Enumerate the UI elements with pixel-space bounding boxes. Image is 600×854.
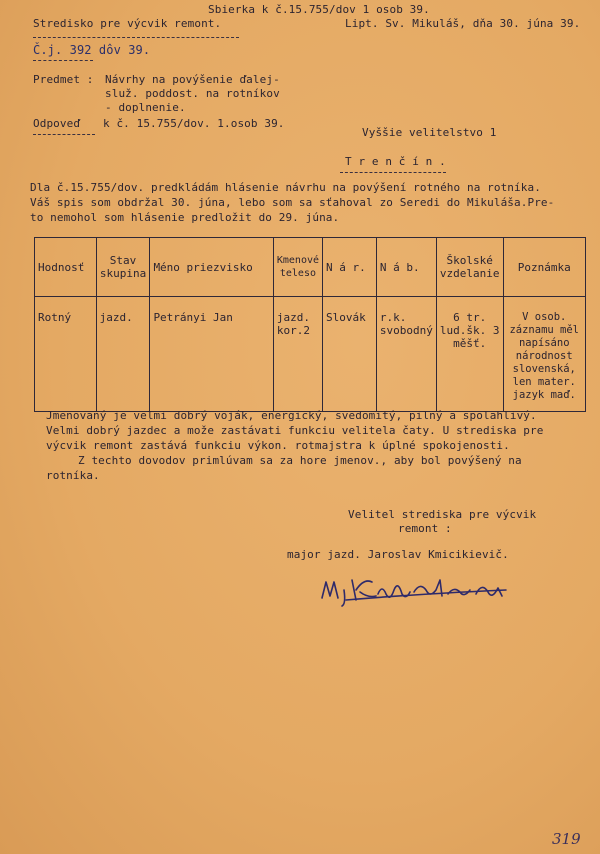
table-row bbox=[35, 297, 586, 412]
recipient-line-2: T r e n č í n . bbox=[345, 155, 446, 168]
recipient-underline bbox=[340, 172, 446, 173]
file-number-divider bbox=[33, 60, 93, 61]
reply-divider bbox=[33, 134, 95, 135]
cell-education: 6 tr. lud.šk. 3 měšť. bbox=[436, 297, 503, 412]
header-status: Stav skupina bbox=[96, 238, 150, 297]
table-header-row bbox=[35, 238, 586, 297]
handwritten-signature bbox=[316, 568, 526, 608]
body-line-2: Velmi dobrý jazdec a može zastávati funkciu velitela čaty. U strediska pre bbox=[46, 424, 544, 437]
header-note: Poznámka bbox=[503, 238, 586, 297]
intro-line-3: to nemohol som hlásenie predložit do 29. júna. bbox=[30, 211, 340, 224]
header-religion: N á b. bbox=[376, 238, 436, 297]
signatory-name: major jazd. Jaroslav Kmicikievič. bbox=[287, 548, 509, 561]
unit-name: Stredisko pre výcvik remont. bbox=[33, 17, 222, 30]
intro-line-2: Váš spis som obdržal 30. júna, lebo som sa sťahoval zo Seredi do Mikuláša.Pre- bbox=[30, 196, 555, 209]
file-number: Č.j. 392 dôv 39. bbox=[33, 43, 151, 57]
collection-reference: Sbierka k č.15.755/dov 1 osob 39. bbox=[208, 3, 430, 16]
subject-line-2: služ. poddost. na rotníkov bbox=[105, 87, 280, 100]
body-line-1: Jmenovaný je velmi dobrý voják, energický, svedomitý, pilný a spolahlivý. bbox=[46, 409, 537, 422]
signature-title-1: Velitel strediska pre výcvik bbox=[348, 508, 537, 521]
subject-label: Predmet : bbox=[33, 73, 94, 86]
body-line-3: výcvik remont zastává funkciu výkon. rotmajstra k úplné spokojenosti. bbox=[46, 439, 510, 452]
header-education: Školské vzdelanie bbox=[436, 238, 503, 297]
cell-nationality: Slovák bbox=[323, 297, 377, 412]
cell-religion: r.k. svobodný bbox=[376, 297, 436, 412]
reply-label: Odpoveď bbox=[33, 117, 81, 130]
intro-line-1: Dla č.15.755/dov. predkládám hlásenie návrhu na povýšení rotného na rotníka. bbox=[30, 181, 541, 194]
reply-value: k č. 15.755/dov. 1.osob 39. bbox=[103, 117, 285, 130]
cell-status: jazd. bbox=[96, 297, 150, 412]
cell-body: jazd. kor.2 bbox=[273, 297, 322, 412]
page-number: 319 bbox=[552, 830, 581, 848]
header-rank: Hodnosť bbox=[35, 238, 97, 297]
body-line-5: rotníka. bbox=[46, 469, 100, 482]
cell-rank: Rotný bbox=[35, 297, 97, 412]
signature-title-2: remont : bbox=[398, 522, 452, 535]
place-and-date: Lipt. Sv. Mikuláš, dňa 30. júna 39. bbox=[345, 17, 581, 30]
header-divider bbox=[33, 37, 239, 38]
header-body: Kmenové teleso bbox=[273, 238, 322, 297]
recipient-line-1: Vyššie velitelstvo 1 bbox=[362, 126, 497, 139]
cell-name: Petrányi Jan bbox=[150, 297, 273, 412]
cell-note: V osob. záznamu měl napísáno národnost slovenská, len mater. jazyk maď. bbox=[503, 297, 586, 412]
subject-line-3: - doplnenie. bbox=[105, 101, 186, 114]
subject-line-1: Návrhy na povýšenie ďalej- bbox=[105, 73, 280, 86]
header-nationality: N á r. bbox=[323, 238, 377, 297]
header-name: Méno priezvisko bbox=[150, 238, 273, 297]
body-line-4: Z techto dovodov primlúvam sa za hore jmenov., aby bol povýšený na bbox=[78, 454, 522, 467]
personnel-table bbox=[34, 237, 586, 412]
